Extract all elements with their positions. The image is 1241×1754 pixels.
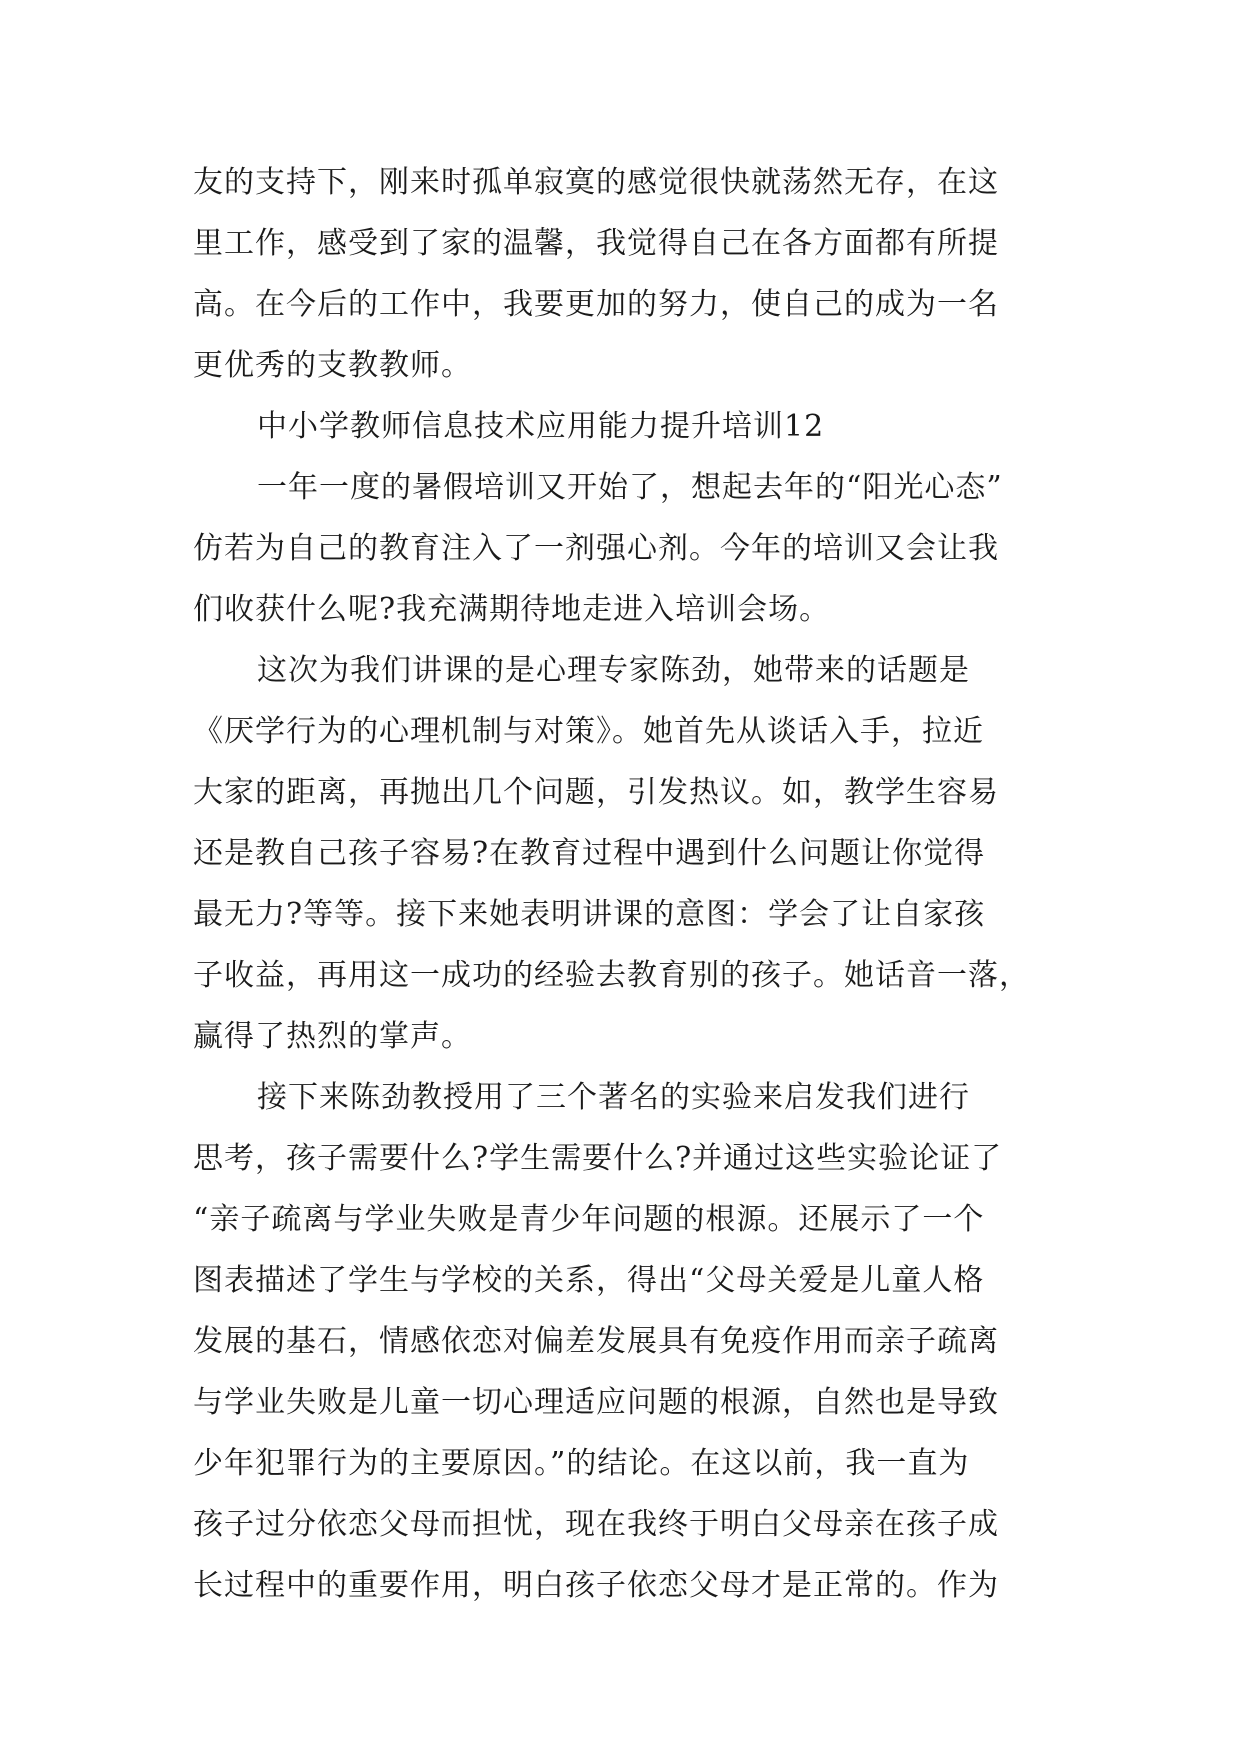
text-line: 这次为我们讲课的是心理专家陈劲，她带来的话题是 — [257, 653, 970, 688]
text-line: 长过程中的重要作用，明白孩子依恋父母才是正常的。作为 — [193, 1568, 999, 1603]
text-line: 一年一度的暑假培训又开始了，想起去年的“阳光心态” — [257, 470, 1003, 505]
text-line: 们收获什么呢?我充满期待地走进入培训会场。 — [193, 592, 831, 627]
text-line: “亲子疏离与学业失败是青少年问题的根源。还展示了一个 — [193, 1202, 985, 1237]
text-line: 接下来陈劲教授用了三个著名的实验来启发我们进行 — [257, 1080, 970, 1115]
text-line: 友的支持下，刚来时孤单寂寞的感觉很快就荡然无存，在这 — [193, 165, 999, 200]
text-line: 图表描述了学生与学校的关系，得出“父母关爱是儿童人格 — [193, 1263, 985, 1298]
text-line: 里工作，感受到了家的温馨，我觉得自己在各方面都有所提 — [193, 226, 999, 261]
text-line: 子收益，再用这一成功的经验去教育别的孩子。她话音一落， — [193, 958, 1030, 993]
text-line: 大家的距离，再抛出几个问题，引发热议。如，教学生容易 — [193, 775, 999, 810]
text-line: 更优秀的支教教师。 — [193, 348, 472, 383]
document-body — [193, 152, 1053, 1616]
text-line: 赢得了热烈的掌声。 — [193, 1019, 472, 1054]
text-line: 与学业失败是儿童一切心理适应问题的根源，自然也是导致 — [193, 1385, 999, 1420]
text-line: 发展的基石，情感依恋对偏差发展具有免疫作用而亲子疏离 — [193, 1324, 999, 1359]
text-line: 少年犯罪行为的主要原因。”的结论。在这以前，我一直为 — [193, 1446, 970, 1481]
text-line: 《厌学行为的心理机制与对策》。她首先从谈话入手，拉近 — [193, 714, 984, 749]
text-line: 最无力?等等。接下来她表明讲课的意图：学会了让自家孩 — [193, 897, 986, 932]
text-line: 孩子过分依恋父母而担忧，现在我终于明白父母亲在孩子成 — [193, 1507, 999, 1542]
text-line: 高。在今后的工作中，我要更加的努力，使自己的成为一名 — [193, 287, 999, 322]
text-line: 还是教自己孩子容易?在教育过程中遇到什么问题让你觉得 — [193, 836, 986, 871]
section-heading: 中小学教师信息技术应用能力提升培训12 — [257, 409, 825, 444]
text-line: 仿若为自己的教育注入了一剂强心剂。今年的培训又会让我 — [193, 531, 999, 566]
text-line: 思考，孩子需要什么?学生需要什么?并通过这些实验论证了 — [193, 1141, 1003, 1176]
